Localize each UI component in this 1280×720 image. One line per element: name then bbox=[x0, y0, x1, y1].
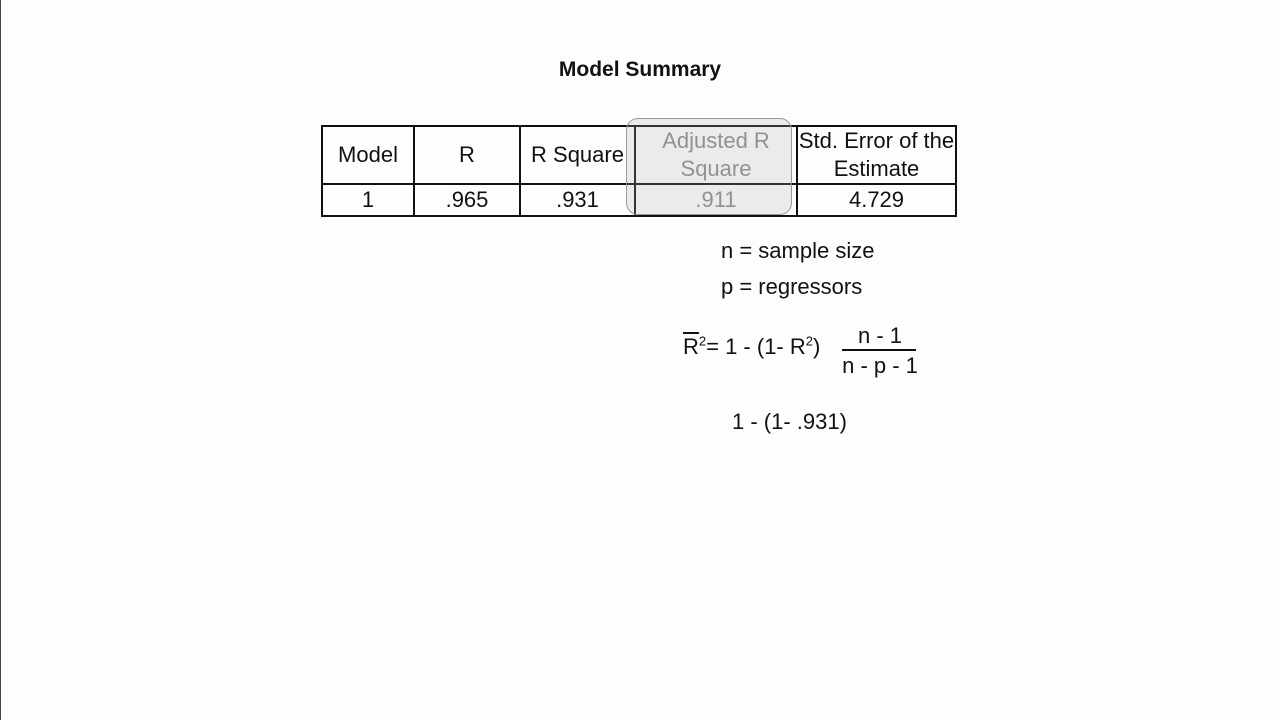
header-adjusted-r-square: Adjusted R Square bbox=[635, 126, 797, 184]
adjusted-r-square-highlight bbox=[626, 118, 792, 215]
formula-fraction bbox=[838, 322, 922, 380]
header-r: R bbox=[414, 126, 520, 184]
lhs-superscript: 2 bbox=[698, 333, 707, 349]
cell-adjusted-r-square: .911 bbox=[635, 184, 797, 216]
cell-r: .965 bbox=[414, 184, 520, 216]
cell-r-square: .931 bbox=[520, 184, 635, 216]
table-title: Model Summary bbox=[558, 58, 722, 81]
header-model: Model bbox=[322, 126, 414, 184]
fraction-denominator: n - p - 1 bbox=[842, 353, 918, 378]
mid-superscript: 2 bbox=[805, 333, 813, 349]
substitution-step: 1 - (1- .931) bbox=[732, 409, 847, 434]
r-bar-symbol: $\overline{R}$ bbox=[683, 334, 699, 359]
cell-std-error: 4.729 bbox=[797, 184, 956, 216]
fraction-numerator: n - 1 bbox=[857, 323, 903, 348]
adjusted-r-square-formula bbox=[683, 334, 820, 360]
definition-n: n = sample size bbox=[721, 238, 875, 263]
page-left-border bbox=[0, 0, 1, 720]
definition-p: p = regressors bbox=[721, 274, 863, 299]
header-r-square: R Square bbox=[520, 126, 635, 184]
formula-middle: = 1 - (1- R bbox=[706, 334, 806, 359]
cell-model: 1 bbox=[322, 184, 414, 216]
formula-close-paren: ) bbox=[813, 334, 821, 359]
header-std-error: Std. Error of the Estimate bbox=[797, 126, 956, 184]
